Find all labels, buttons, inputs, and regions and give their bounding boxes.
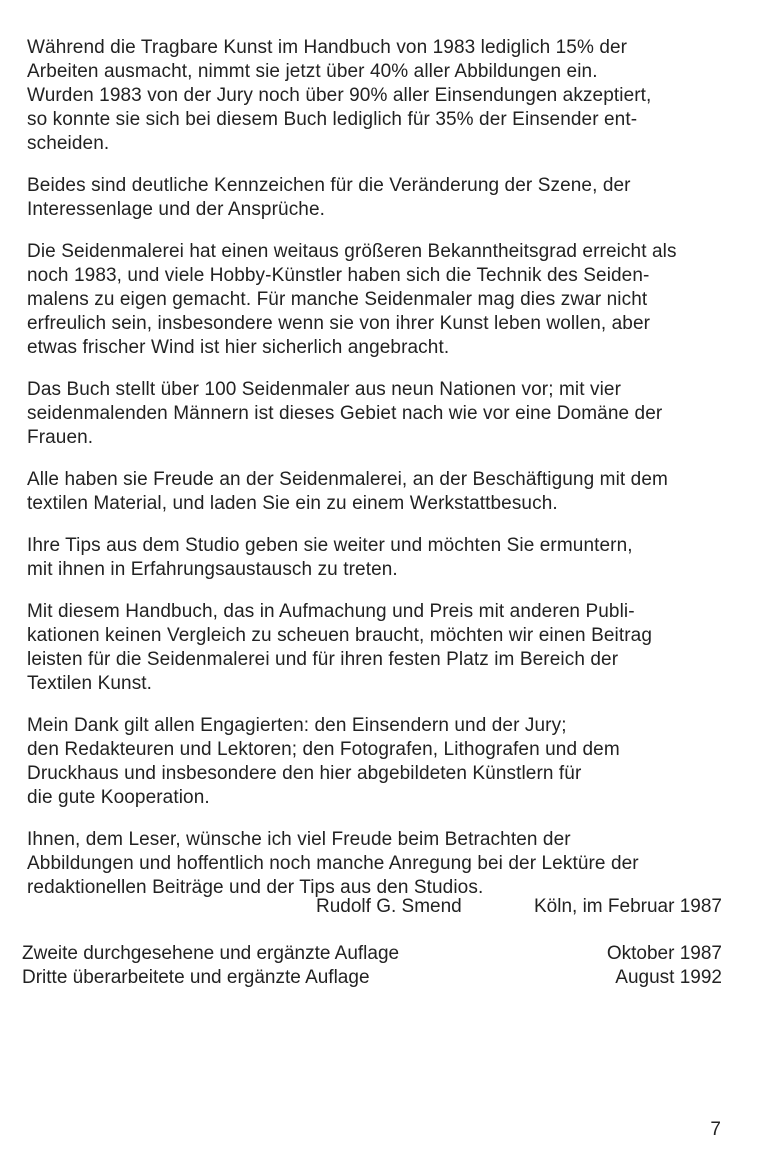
edition-label: Dritte überarbeitete und ergänzte Auflage: [22, 967, 370, 988]
paragraph: [27, 36, 727, 156]
text-line: Interessenlage und der Ansprüche.: [27, 199, 326, 220]
paragraph: [27, 600, 727, 696]
signature-row: [0, 895, 764, 923]
text-line: Textilen Kunst.: [27, 673, 153, 694]
text-line: Ihre Tips aus dem Studio geben sie weiter und möchten Sie ermuntern,: [27, 535, 633, 556]
text-line: Ihnen, dem Leser, wünsche ich viel Freude beim Betrachten der: [27, 829, 571, 850]
text-line: Wurden 1983 von der Jury noch über 90% aller Einsendungen akzeptiert,: [27, 85, 652, 106]
text-line: seidenmalenden Männern ist dieses Gebiet nach wie vor eine Domäne der: [27, 403, 663, 424]
text-line: erfreulich sein, insbesondere wenn sie von ihrer Kunst leben wollen, aber: [27, 313, 651, 334]
text-line: mit ihnen in Erfahrungsaustausch zu treten.: [27, 559, 398, 580]
paragraph: [27, 174, 727, 222]
paragraph: [27, 240, 727, 360]
text-line: kationen keinen Vergleich zu scheuen braucht, möchten wir einen Beitrag: [27, 625, 652, 646]
edition-label: Zweite durchgesehene und ergänzte Auflage: [22, 943, 400, 964]
edition-date: August 1992: [615, 967, 722, 988]
text-line: Druckhaus und insbesondere den hier abgebildeten Künstlern für: [27, 763, 582, 784]
paragraph: [27, 828, 727, 900]
text-line: so konnte sie sich bei diesem Buch lediglich für 35% der Einsender ent-: [27, 109, 638, 130]
text-line: redaktionellen Beiträge und der Tips aus den Studios.: [27, 877, 484, 898]
text-line: die gute Kooperation.: [27, 787, 210, 808]
text-line: Abbildungen und hoffentlich noch manche Anregung bei der Lektüre der: [27, 853, 639, 874]
text-line: Frauen.: [27, 427, 94, 448]
text-line: scheiden.: [27, 133, 110, 154]
text-line: Mit diesem Handbuch, das in Aufmachung und Preis mit anderen Publi-: [27, 601, 635, 622]
place-and-date: Köln, im Februar 1987: [534, 896, 722, 917]
text-line: den Redakteuren und Lektoren; den Fotografen, Lithografen und dem: [27, 739, 620, 760]
text-line: etwas frischer Wind ist hier sicherlich angebracht.: [27, 337, 450, 358]
text-line: textilen Material, und laden Sie ein zu einem Werkstattbesuch.: [27, 493, 558, 514]
paragraph: [27, 378, 727, 450]
edition-date: Oktober 1987: [606, 943, 722, 964]
paragraph: [27, 534, 727, 582]
text-line: Das Buch stellt über 100 Seidenmaler aus neun Nationen vor; mit vier: [27, 379, 621, 400]
text-line: Arbeiten ausmacht, nimmt sie jetzt über 40% aller Abbildungen ein.: [27, 61, 598, 82]
text-line: Mein Dank gilt allen Engagierten: den Einsendern und der Jury;: [27, 715, 567, 736]
paragraph: [27, 714, 727, 810]
text-line: Während die Tragbare Kunst im Handbuch von 1983 lediglich 15% der: [27, 37, 628, 58]
body-text: [27, 36, 727, 918]
text-line: Die Seidenmalerei hat einen weitaus größeren Bekanntheitsgrad erreicht als: [27, 241, 677, 262]
page-number: 7: [710, 1119, 721, 1140]
author-name: Rudolf G. Smend: [316, 896, 462, 917]
text-line: Beides sind deutliche Kennzeichen für die Veränderung der Szene, der: [27, 175, 631, 196]
text-line: malens zu eigen gemacht. Für manche Seidenmaler mag dies zwar nicht: [27, 289, 648, 310]
text-line: Alle haben sie Freude an der Seidenmalerei, an der Beschäftigung mit dem: [27, 469, 668, 490]
text-line: leisten für die Seidenmalerei und für ihren festen Platz im Bereich der: [27, 649, 619, 670]
paragraph: [27, 468, 727, 516]
text-line: noch 1983, und viele Hobby-Künstler haben sich die Technik des Seiden-: [27, 265, 650, 286]
